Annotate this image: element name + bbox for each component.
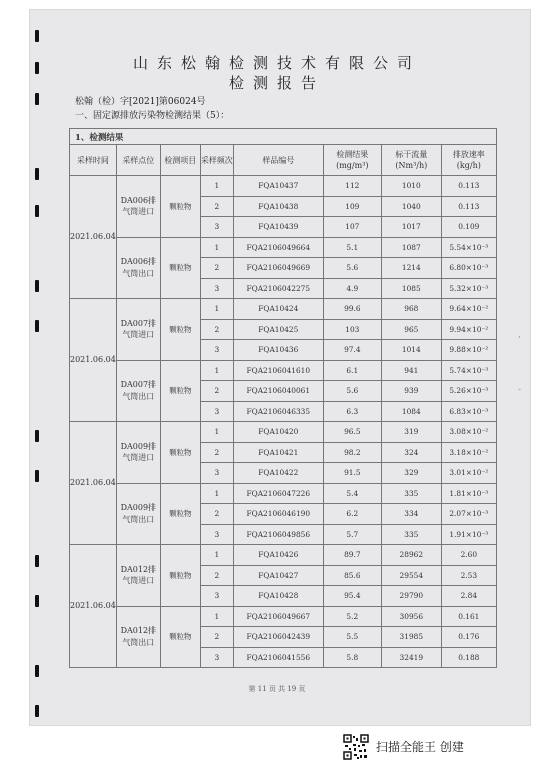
sampling-frequency: 2	[200, 196, 233, 217]
sample-id: FQA2106042275	[233, 278, 323, 299]
sample-id: FQA2106042439	[233, 627, 323, 648]
column-header: 检测项目	[160, 145, 200, 176]
sample-id: FQA2106046335	[233, 401, 323, 422]
sample-id: FQA2106041610	[233, 360, 323, 381]
concentration: 5.5	[323, 627, 381, 648]
column-header: 采样点位	[116, 145, 160, 176]
sampling-frequency: 2	[200, 504, 233, 525]
concentration: 6.3	[323, 401, 381, 422]
concentration: 98.2	[323, 442, 381, 463]
dry-flow-rate: 965	[381, 319, 441, 340]
sampling-frequency: 1	[200, 483, 233, 504]
concentration: 99.6	[323, 299, 381, 320]
sample-id: FQA2106046190	[233, 504, 323, 525]
company-name: 山东松翰检测技术有限公司	[132, 54, 421, 72]
table-header-row	[70, 145, 497, 176]
edge-mark: -	[518, 385, 522, 395]
test-item: 颗粒物	[160, 606, 200, 668]
table-caption: 1、检测结果	[70, 129, 497, 145]
concentration: 6.1	[323, 360, 381, 381]
dry-flow-rate: 335	[381, 483, 441, 504]
page-number: 第 11 页 共 19 页	[248, 685, 306, 693]
dry-flow-rate: 29790	[381, 586, 441, 607]
sampling-frequency: 1	[200, 360, 233, 381]
punch-mark	[35, 205, 39, 217]
sampling-frequency: 2	[200, 381, 233, 402]
concentration: 107	[323, 217, 381, 238]
sample-id: FQA10424	[233, 299, 323, 320]
column-header: 样品编号	[233, 145, 323, 176]
sampling-frequency: 2	[200, 258, 233, 279]
table-row	[70, 360, 497, 381]
punch-mark	[35, 665, 39, 677]
emission-rate: 5.26×10⁻³	[441, 381, 496, 402]
emission-rate: 0.113	[441, 196, 496, 217]
sampling-frequency: 1	[200, 606, 233, 627]
concentration: 5.6	[323, 381, 381, 402]
sample-id: FQA10427	[233, 565, 323, 586]
dry-flow-rate: 941	[381, 360, 441, 381]
concentration: 5.4	[323, 483, 381, 504]
dry-flow-rate: 1010	[381, 176, 441, 197]
dry-flow-rate: 1085	[381, 278, 441, 299]
sampling-point: DA009排气筒出口	[116, 483, 160, 545]
dry-flow-rate: 30956	[381, 606, 441, 627]
sampling-point: DA009排气筒进口	[116, 422, 160, 484]
test-item: 颗粒物	[160, 237, 200, 299]
punch-mark	[35, 470, 39, 482]
dry-flow-rate: 324	[381, 442, 441, 463]
dry-flow-rate: 1087	[381, 237, 441, 258]
table-row	[70, 299, 497, 320]
sampling-frequency: 1	[200, 422, 233, 443]
dry-flow-rate: 28962	[381, 545, 441, 566]
emission-rate: 2.84	[441, 586, 496, 607]
test-item: 颗粒物	[160, 176, 200, 238]
dry-flow-rate: 1040	[381, 196, 441, 217]
concentration: 112	[323, 176, 381, 197]
sample-id: FQA10436	[233, 340, 323, 361]
concentration: 89.7	[323, 545, 381, 566]
sample-id: FQA10422	[233, 463, 323, 484]
table-caption-row	[70, 129, 497, 145]
punch-mark	[35, 555, 39, 567]
sampling-frequency: 3	[200, 401, 233, 422]
dry-flow-rate: 29554	[381, 565, 441, 586]
sampling-frequency: 2	[200, 442, 233, 463]
sampling-frequency: 3	[200, 278, 233, 299]
sampling-frequency: 2	[200, 565, 233, 586]
concentration: 95.4	[323, 586, 381, 607]
column-header: 采样频次	[200, 145, 233, 176]
sample-id: FQA10439	[233, 217, 323, 238]
dry-flow-rate: 968	[381, 299, 441, 320]
concentration: 5.6	[323, 258, 381, 279]
concentration: 96.5	[323, 422, 381, 443]
emission-rate: 0.161	[441, 606, 496, 627]
sampling-frequency: 3	[200, 524, 233, 545]
dry-flow-rate: 32419	[381, 647, 441, 668]
sampling-point: DA007排气筒出口	[116, 360, 160, 422]
emission-rate: 1.81×10⁻³	[441, 483, 496, 504]
emission-rate: 2.60	[441, 545, 496, 566]
punch-mark	[35, 168, 39, 180]
emission-rate: 6.83×10⁻³	[441, 401, 496, 422]
punch-mark	[35, 280, 39, 292]
column-header: 检测结果 (mg/m³)	[323, 145, 381, 176]
table-row	[70, 483, 497, 504]
sample-id: FQA2106049664	[233, 237, 323, 258]
sample-id: FQA2106047226	[233, 483, 323, 504]
sampling-date: 2021.06.04	[70, 422, 117, 545]
emission-rate: 3.01×10⁻²	[441, 463, 496, 484]
sampling-frequency: 2	[200, 319, 233, 340]
concentration: 91.5	[323, 463, 381, 484]
column-header: 标干流量 (Nm³/h)	[381, 145, 441, 176]
sampling-date: 2021.06.04	[70, 299, 117, 422]
document-number: 松翰（检）字[2021]第06024号	[75, 97, 206, 107]
table-row	[70, 606, 497, 627]
emission-rate: 1.91×10⁻³	[441, 524, 496, 545]
column-header: 排放速率 (kg/h)	[441, 145, 496, 176]
sampling-point: DA006排气筒进口	[116, 176, 160, 238]
sample-id: FQA10421	[233, 442, 323, 463]
sampling-frequency: 3	[200, 647, 233, 668]
sampling-frequency: 3	[200, 340, 233, 361]
dry-flow-rate: 1084	[381, 401, 441, 422]
sampling-frequency: 2	[200, 627, 233, 648]
emission-rate: 0.113	[441, 176, 496, 197]
dry-flow-rate: 335	[381, 524, 441, 545]
punch-mark	[35, 320, 39, 332]
punch-mark	[35, 705, 39, 717]
table-row	[70, 237, 497, 258]
test-item: 颗粒物	[160, 483, 200, 545]
test-item: 颗粒物	[160, 360, 200, 422]
sample-id: FQA10420	[233, 422, 323, 443]
sampling-point: DA012排气筒出口	[116, 606, 160, 668]
concentration: 6.2	[323, 504, 381, 525]
qr-code-icon	[343, 734, 369, 760]
emission-rate: 9.88×10⁻²	[441, 340, 496, 361]
sample-id: FQA2106040061	[233, 381, 323, 402]
concentration: 5.7	[323, 524, 381, 545]
test-item: 颗粒物	[160, 299, 200, 361]
emission-rate: 5.54×10⁻³	[441, 237, 496, 258]
sample-id: FQA2106041556	[233, 647, 323, 668]
column-header: 采样时间	[70, 145, 117, 176]
dry-flow-rate: 1014	[381, 340, 441, 361]
sampling-frequency: 1	[200, 545, 233, 566]
emission-rate: 9.94×10⁻²	[441, 319, 496, 340]
emission-rate: 5.74×10⁻³	[441, 360, 496, 381]
emission-rate: 9.64×10⁻²	[441, 299, 496, 320]
emission-rate: 2.53	[441, 565, 496, 586]
dry-flow-rate: 1017	[381, 217, 441, 238]
sampling-frequency: 3	[200, 463, 233, 484]
punch-mark	[35, 30, 39, 42]
dry-flow-rate: 334	[381, 504, 441, 525]
section-heading: 一、固定源排放污染物检测结果（5）：	[75, 111, 230, 121]
sampling-point: DA007排气筒进口	[116, 299, 160, 361]
emission-rate: 6.80×10⁻³	[441, 258, 496, 279]
sampling-point: DA012排气筒进口	[116, 545, 160, 607]
emission-rate: 0.109	[441, 217, 496, 238]
concentration: 97.4	[323, 340, 381, 361]
sample-id: FQA10437	[233, 176, 323, 197]
sampling-point: DA006排气筒出口	[116, 237, 160, 299]
sample-id: FQA10425	[233, 319, 323, 340]
sampling-frequency: 3	[200, 586, 233, 607]
sampling-frequency: 1	[200, 299, 233, 320]
sample-id: FQA10428	[233, 586, 323, 607]
dry-flow-rate: 319	[381, 422, 441, 443]
table-row	[70, 176, 497, 197]
test-item: 颗粒物	[160, 422, 200, 484]
dry-flow-rate: 939	[381, 381, 441, 402]
dry-flow-rate: 329	[381, 463, 441, 484]
sampling-date: 2021.06.04	[70, 545, 117, 668]
concentration: 103	[323, 319, 381, 340]
sample-id: FQA2106049669	[233, 258, 323, 279]
punch-mark	[35, 430, 39, 442]
punch-mark	[35, 93, 39, 105]
emission-rate: 3.18×10⁻²	[441, 442, 496, 463]
concentration: 109	[323, 196, 381, 217]
concentration: 4.9	[323, 278, 381, 299]
sampling-date: 2021.06.04	[70, 176, 117, 299]
emission-rate: 0.176	[441, 627, 496, 648]
emission-rate: 2.07×10⁻³	[441, 504, 496, 525]
table-row	[70, 545, 497, 566]
emission-rate: 3.08×10⁻²	[441, 422, 496, 443]
sampling-frequency: 1	[200, 176, 233, 197]
sample-id: FQA10438	[233, 196, 323, 217]
emission-rate: 5.32×10⁻³	[441, 278, 496, 299]
concentration: 85.6	[323, 565, 381, 586]
emission-rate: 0.188	[441, 647, 496, 668]
sample-id: FQA10426	[233, 545, 323, 566]
punch-mark	[35, 595, 39, 607]
dry-flow-rate: 1214	[381, 258, 441, 279]
scanner-watermark: 扫描全能王 创建	[376, 740, 464, 754]
concentration: 5.8	[323, 647, 381, 668]
concentration: 5.1	[323, 237, 381, 258]
sample-id: FQA2106049667	[233, 606, 323, 627]
results-table	[69, 128, 497, 668]
sampling-frequency: 3	[200, 217, 233, 238]
sample-id: FQA2106049856	[233, 524, 323, 545]
test-item: 颗粒物	[160, 545, 200, 607]
dry-flow-rate: 31985	[381, 627, 441, 648]
concentration: 5.2	[323, 606, 381, 627]
table-row	[70, 422, 497, 443]
sampling-frequency: 1	[200, 237, 233, 258]
report-title: 检测报告	[228, 74, 325, 92]
edge-mark: ,	[518, 330, 521, 340]
